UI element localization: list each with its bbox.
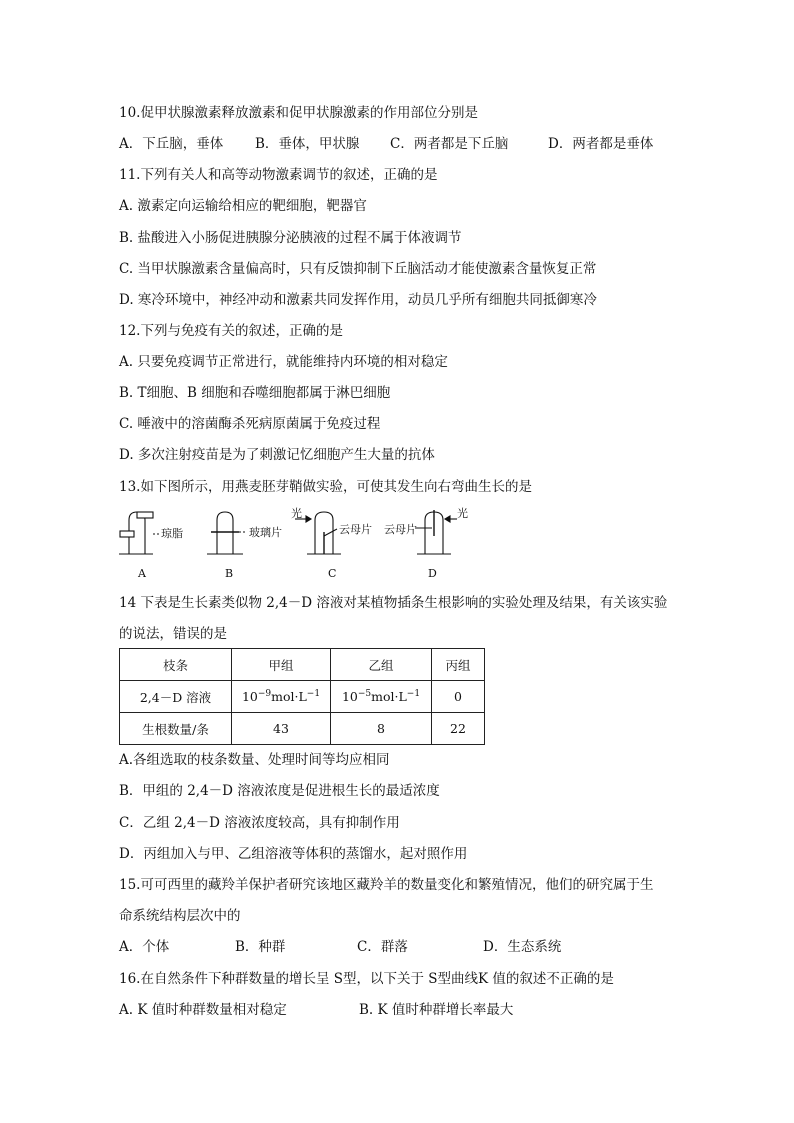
question-16-stem: 16.在自然条件下种群数量的增长呈 S型，以下关于 S型曲线K 值的叙述不正确的是 <box>119 971 614 987</box>
option-b: B．垂体，甲状腺 <box>255 136 360 152</box>
question-13-stem: 13.如下图所示，用燕麦胚芽鞘做实验，可使其发生向右弯曲生长的是 <box>119 479 532 495</box>
question-14-option-a: A.各组选取的枝条数量、处理时间等均应相同 <box>119 752 390 768</box>
table-cell: 2,4－D 溶液 <box>120 681 232 713</box>
label-light-c: 光 <box>291 507 302 520</box>
table-cell: 0 <box>432 681 485 713</box>
coleoptile-d <box>415 510 457 554</box>
coleoptile-b <box>207 512 247 554</box>
table-cell: $10^{-5}mol\cdot L^{-1}$ <box>331 681 432 713</box>
label-d: D <box>428 567 437 580</box>
label-agar: 琼脂 <box>161 527 183 540</box>
question-11-option-d: D. 寒冷环境中，神经冲动和激素共同发挥作用，动员几乎所有细胞共同抵御寒冷 <box>119 292 597 308</box>
table-cell: 43 <box>232 713 331 745</box>
label-c: C <box>328 567 337 580</box>
table-row <box>120 681 485 713</box>
question-11-stem: 11.下列有关人和高等动物激素调节的叙述，正确的是 <box>119 167 438 183</box>
question-11-option-b: B. 盐酸进入小肠促进胰腺分泌胰液的过程不属于体液调节 <box>119 230 462 246</box>
table-header: 甲组 <box>232 649 331 681</box>
table-cell: 22 <box>432 713 485 745</box>
question-14-option-c: C．乙组 2,4－D 溶液浓度较高，具有抑制作用 <box>119 815 400 831</box>
question-10-options <box>119 135 679 153</box>
coleoptile-a <box>119 512 159 554</box>
question-14-option-b: B．甲组的 2,4－D 溶液浓度是促进根生长的最适浓度 <box>119 783 440 799</box>
question-12-option-b: B. T细胞、B 细胞和吞噬细胞都属于淋巴细胞 <box>119 385 391 401</box>
label-light-d: 光 <box>457 507 468 520</box>
table-cell: 8 <box>331 713 432 745</box>
question-14-stem-line1: 14 下表是生长素类似物 2,4－D 溶液对某植物插条生根影响的实验处理及结果，有关该实验 <box>119 595 668 611</box>
coleoptile-diagram <box>119 506 479 584</box>
question-16-options <box>119 1001 679 1019</box>
label-b: B <box>225 567 234 580</box>
question-11-option-c: C. 当甲状腺激素含量偏高时，只有反馈抑制下丘脑活动才能使激素含量恢复正常 <box>119 261 597 277</box>
label-a: A <box>138 567 146 580</box>
label-mica-d: 云母片 <box>384 523 417 536</box>
label-glass: 玻璃片 <box>249 526 282 539</box>
table-header: 乙组 <box>331 649 432 681</box>
question-12-option-a: A. 只要免疫调节正常进行，就能维持内环境的相对稳定 <box>119 354 448 370</box>
question-12-option-c: C. 唾液中的溶菌酶杀死病原菌属于免疫过程 <box>119 416 381 432</box>
table-cell: 生根数量/条 <box>120 713 232 745</box>
coleoptile-figure <box>119 506 479 584</box>
table-cell: $10^{-9}mol\cdot L^{-1}$ <box>232 681 331 713</box>
question-15-stem-line1: 15.可可西里的藏羚羊保护者研究该地区藏羚羊的数量变化和繁殖情况，他们的研究属于生 <box>119 877 654 893</box>
option-a: A．个体 <box>119 939 170 955</box>
table-row <box>120 713 485 745</box>
option-d: D．生态系统 <box>483 939 562 955</box>
question-12-stem: 12.下列与免疫有关的叙述，正确的是 <box>119 323 343 339</box>
question-11-option-a: A. 激素定向运输给相应的靶细胞，靶器官 <box>119 198 367 214</box>
question-15-options <box>119 938 679 956</box>
option-a: A．下丘脑，垂体 <box>119 136 224 152</box>
option-c: C．群落 <box>357 939 408 955</box>
table-header-row <box>120 649 485 681</box>
question-10-stem: 10.促甲状腺激素释放激素和促甲状腺激素的作用部位分别是 <box>119 105 478 121</box>
option-c: C．两者都是下丘脑 <box>390 136 509 152</box>
question-14-option-d: D．丙组加入与甲、乙组溶液等体积的蒸馏水，起对照作用 <box>119 846 468 862</box>
table-header: 丙组 <box>432 649 485 681</box>
option-d: D．两者都是垂体 <box>548 136 654 152</box>
option-b: B．种群 <box>235 939 286 955</box>
option-b: B. K 值时种群增长率最大 <box>359 1002 514 1018</box>
label-mica-c: 云母片 <box>339 523 372 536</box>
question-12-option-d: D. 多次注射疫苗是为了刺激记忆细胞产生大量的抗体 <box>119 447 435 463</box>
question-14-stem-line2: 的说法，错误的是 <box>119 626 227 642</box>
table-header: 枝条 <box>120 649 232 681</box>
experiment-table <box>119 648 485 745</box>
question-15-stem-line2: 命系统结构层次中的 <box>119 908 241 924</box>
option-a: A. K 值时种群数量相对稳定 <box>119 1002 287 1018</box>
